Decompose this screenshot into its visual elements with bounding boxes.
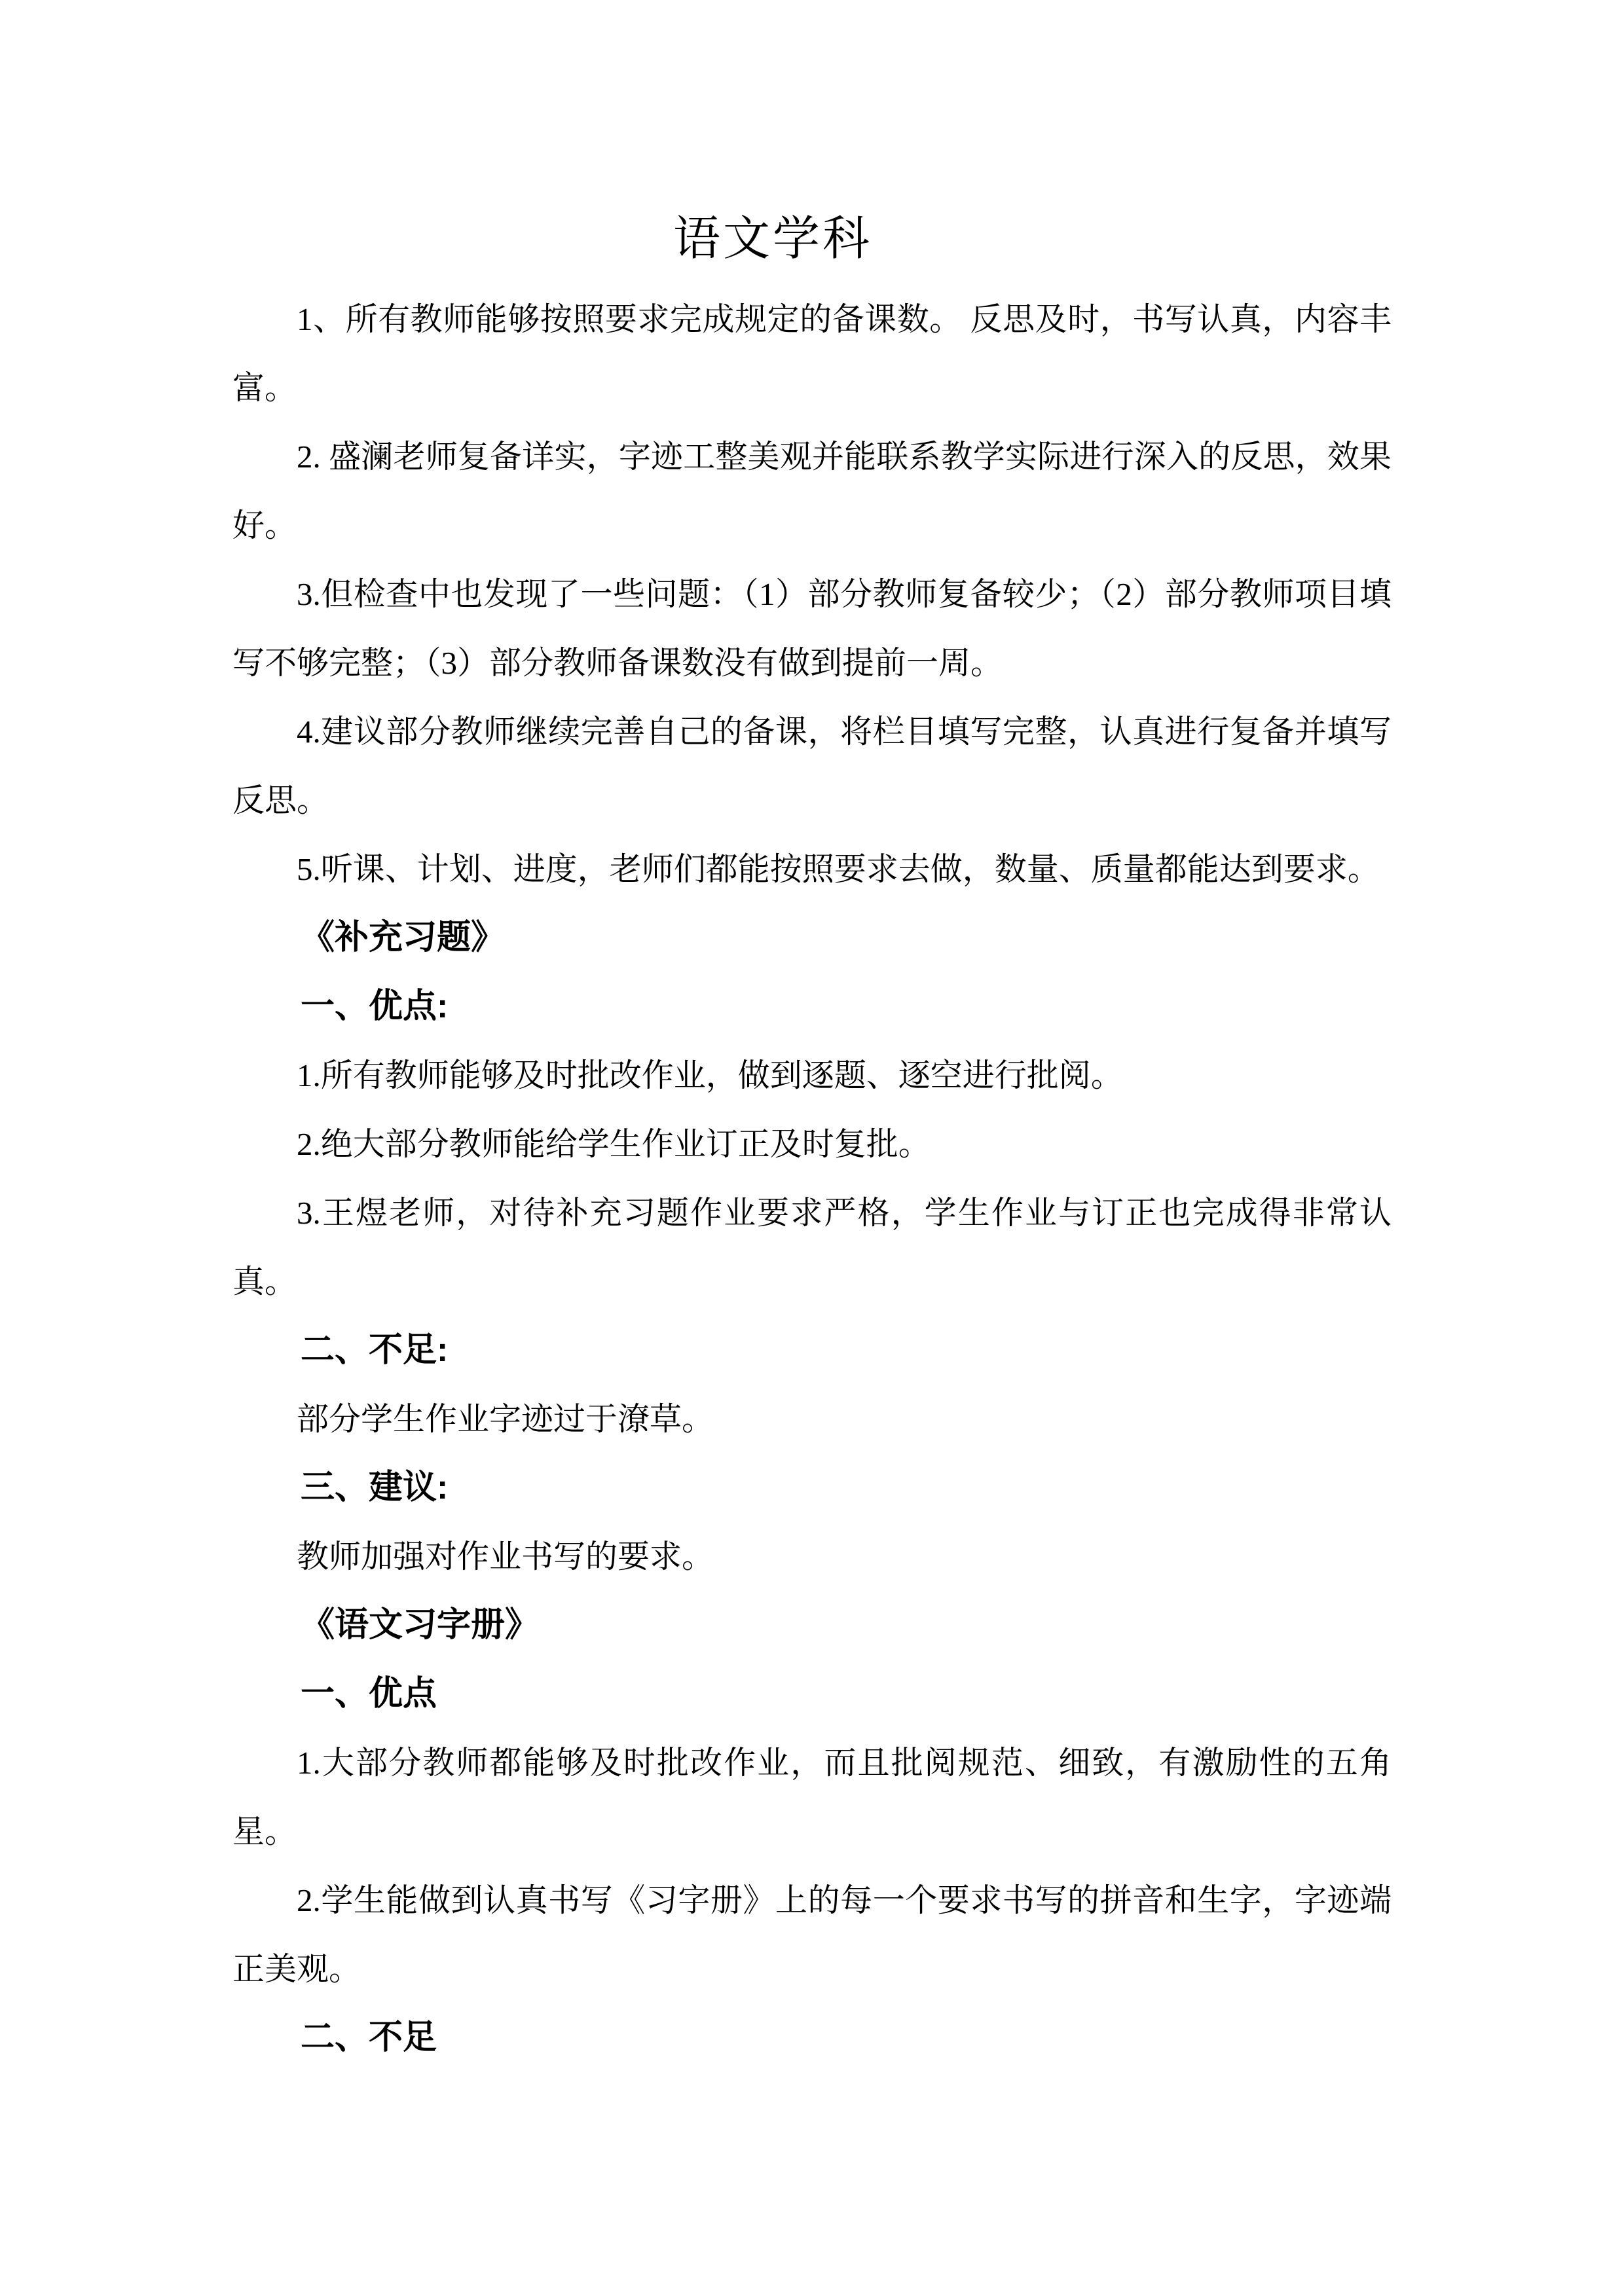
paragraph: 1.大部分教师都能够及时批改作业，而且批阅规范、细致，有激励性的五角星。 [232, 1745, 1392, 1850]
paragraph: 教师加强对作业书写的要求。 [297, 1539, 714, 1575]
section-heading: 二、不足 [301, 2018, 437, 2056]
paragraph: 4.建议部分教师继续完善自己的备课，将栏目填写完整，认真进行复备并填写反思。 [232, 714, 1392, 818]
page-title: 语文学科 [673, 213, 872, 265]
section-heading: 二、不足: [301, 1331, 449, 1369]
paragraph: 1、所有教师能够按照要求完成规定的备课数。 反思及时，书写认真，内容丰富。 [232, 301, 1392, 406]
section-heading: 《补充习题》 [301, 919, 506, 957]
paragraph: 3.王煜老师，对待补充习题作业要求严格，学生作业与订正也完成得非常认真。 [232, 1195, 1392, 1300]
section-heading: 三、建议: [301, 1468, 449, 1506]
section-heading: 《语文习字册》 [301, 1606, 540, 1644]
document-body [232, 285, 1392, 2072]
section-heading: 一、优点 [301, 1675, 437, 1713]
paragraph: 2. 盛澜老师复备详实，字迹工整美观并能联系教学实际进行深入的反思，效果好。 [232, 439, 1392, 543]
paragraph: 5.听课、计划、进度，老师们都能按照要求去做，数量、质量都能达到要求。 [297, 851, 1380, 887]
paragraph: 部分学生作业字迹过于潦草。 [297, 1401, 714, 1437]
paragraph: 2.绝大部分教师能给学生作业订正及时复批。 [297, 1126, 931, 1162]
section-heading: 一、优点: [301, 987, 449, 1025]
paragraph: 2.学生能做到认真书写《习字册》上的每一个要求书写的拼音和生字，字迹端正美观。 [232, 1882, 1392, 1987]
paragraph: 3.但检查中也发现了一些问题：（1）部分教师复备较少；（2）部分教师项目填写不够完整；（3）部分教师备课数没有做到提前一周。 [232, 576, 1392, 681]
paragraph: 1.所有教师能够及时批改作业，做到逐题、逐空进行批阅。 [297, 1057, 1123, 1093]
